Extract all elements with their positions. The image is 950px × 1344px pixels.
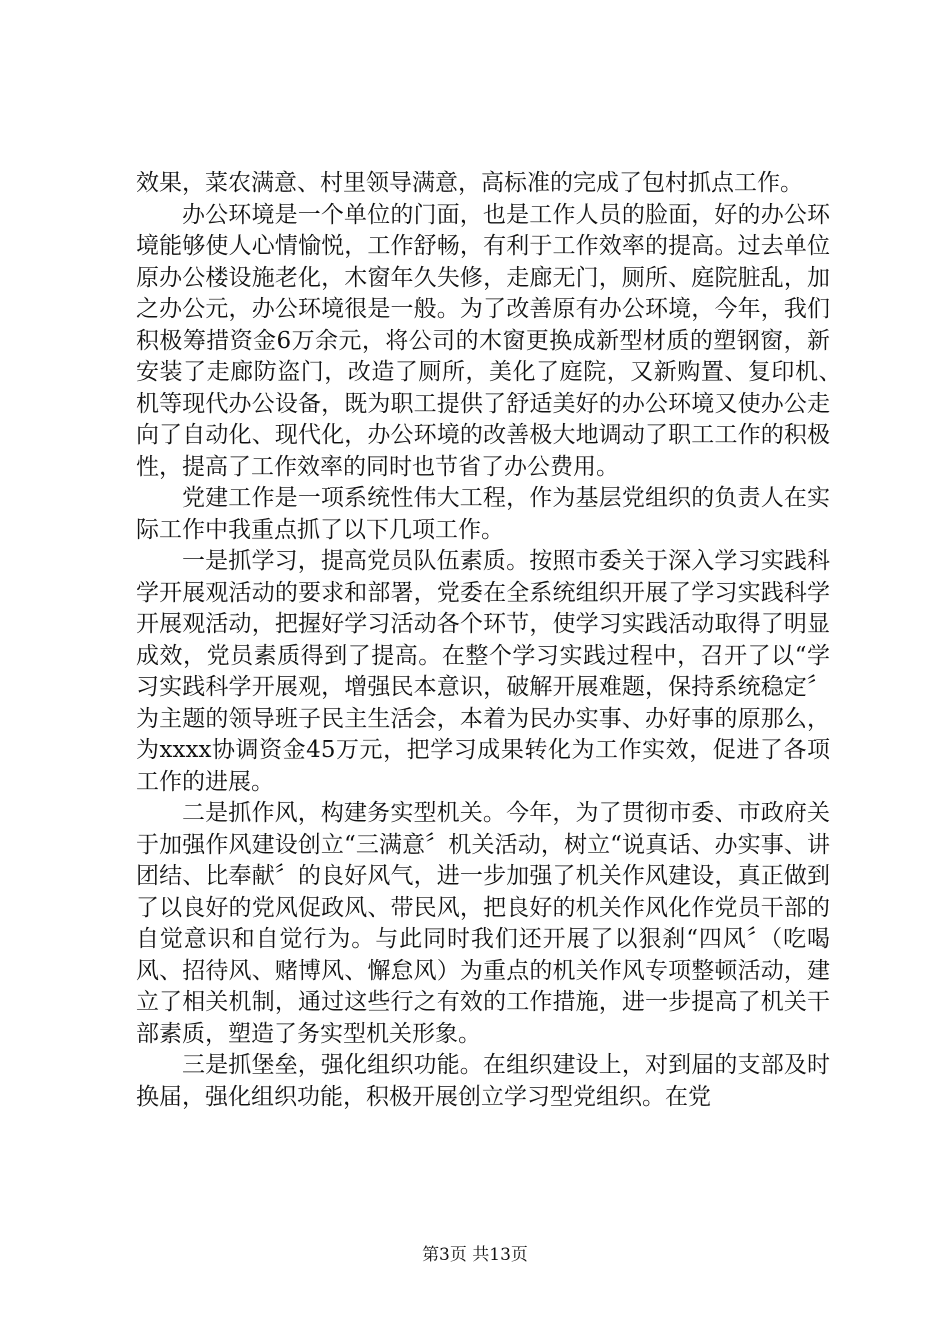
paragraph-party-building: 党建工作是一项系统性伟大工程，作为基层党组织的负责人在实际工作中我重点抓了以下几项工作。	[136, 485, 830, 543]
document-body	[136, 168, 876, 1113]
paragraph-continuation: 效果，菜农满意、村里领导满意，高标准的完成了包村抓点工作。	[136, 170, 803, 196]
page-number-footer: 第3页 共13页	[422, 1245, 528, 1265]
paragraph-study: 一是抓学习，提高党员队伍素质。按照市委关于深入学习实践科学开展观活动的要求和部署，党委在全系统组织开展了学习实践科学开展观活动，把握好学习活动各个环节，使学习实践活动取得了明显成效，党员素质得到了提高。在整个学习实践过程中，召开了以“学习实践科学开展观，增强民本意识，破解开展难题，保持系统稳定〞为主题的领导班子民主生活会，本着为民办实事、办好事的原那么，为xxxx协调资金45万元，把学习成果转化为工作实效，促进了各项工作的进展。	[136, 548, 830, 795]
paragraph-organization: 三是抓堡垒，强化组织功能。在组织建设上，对到届的支部及时换届，强化组织功能，积极开展创立学习型党组织。在党	[136, 1052, 830, 1110]
paragraph-work-style: 二是抓作风，构建务实型机关。今年，为了贯彻市委、市政府关于加强作风建设创立“三满意〞机关活动，树立“说真话、办实事、讲团结、比奉献〞的良好风气，进一步加强了机关作风建设，真正做到了以良好的党风促政风、带民风，把良好的机关作风化作党员干部的自觉意识和自觉行为。与此同时我们还开展了以狠刹“四风〞（吃喝风、招待风、赌博风、懈怠风）为重点的机关作风专项整顿活动，建立了相关机制，通过这些行之有效的工作措施，进一步提高了机关干部素质，塑造了务实型机关形象。	[136, 800, 830, 1047]
paragraph-office-environment: 办公环境是一个单位的门面，也是工作人员的脸面，好的办公环境能够使人心情愉悦，工作舒畅，有利于工作效率的提高。过去单位原办公楼设施老化，木窗年久失修，走廊无门，厕所、庭院脏乱，加之办公元，办公环境很是一般。为了改善原有办公环境，今年，我们积极筹措资金6万余元，将公司的木窗更换成新型材质的塑钢窗，新安装了走廊防盗门，改造了厕所，美化了庭院，又新购置、复印机、 机等现代办公设备，既为职工提供了舒适美好的办公环境又使办公走向了自动化、现代化，办公环境的改善极大地调动了职工工作的积极性，提高了工作效率的同时也节省了办公费用。	[136, 201, 876, 480]
